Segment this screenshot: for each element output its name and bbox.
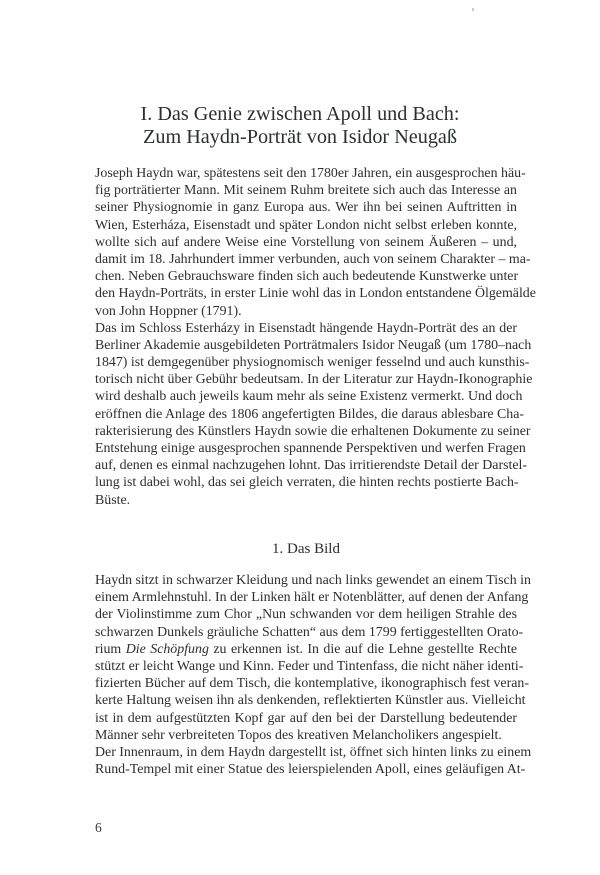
section-heading: 1. Das Bild: [272, 541, 340, 557]
scan-speck: [472, 8, 474, 11]
text-line: lung ist dabei wohl, das sei gleich verraten, die hinten rechts postierte Bach-: [95, 475, 519, 491]
text-line: von John Hoppner (1791).: [95, 303, 242, 319]
text-line: der Violinstimme zum Chor „Nun schwanden vor dem heiligen Strahle des: [95, 607, 517, 623]
text-line: fig porträtierter Mann. Mit seinem Ruhm breitete sich auch das Interesse an: [95, 183, 517, 199]
text-line: Haydn sitzt in schwarzer Kleidung und nach links gewendet an einem Tisch in: [95, 573, 531, 588]
work-title-italic: Die Schöpfung: [125, 641, 209, 657]
text-line: Berliner Akademie ausgebildeten Porträtmalers Isidor Neugaß (um 1780–nach: [95, 337, 532, 353]
text-line: Der Innenraum, in dem Haydn dargestellt ist, öffnet sich hinten links zu einem: [95, 744, 532, 760]
text-line: wollte sich auf andere Weise eine Vorstellung von seinem Äußeren – und,: [95, 234, 517, 250]
text-line: torisch nicht über Gebühr bedeutsam. In der Literatur zur Haydn-Ikonographie: [95, 372, 533, 388]
paragraph-4: [95, 744, 532, 778]
paragraph-2: [95, 320, 533, 509]
text-line: fizierten Bücher auf dem Tisch, die kontemplative, ikonographisch fest veran-: [95, 676, 529, 692]
text-line: auf, denen es einmal nachzugehen lohnt. Das irritierendste Detail der Darstel-: [95, 458, 527, 474]
text-line: damit im 18. Jahrhundert immer verbunden, auch von seinem Charakter – ma-: [95, 251, 531, 267]
text-line: wird deshalb auch jeweils kaum mehr als seine Existenz vermerkt. Und doch: [95, 389, 523, 405]
text-fragment: rium: [95, 641, 126, 657]
text-line: Büste.: [95, 492, 131, 508]
chapter-title: [80, 103, 520, 149]
text-line-with-title: [95, 641, 517, 658]
text-line: seiner Physiognomie in ganz Europa aus. Wer ihn bei seinen Auftritten in: [95, 200, 517, 216]
page-number: 6: [95, 820, 102, 835]
text-line: Männer sehr verbreiteten Topos des kreativen Melancholikers angespielt.: [95, 727, 502, 743]
body-text-intro: [95, 165, 536, 509]
paragraph-1: [95, 165, 536, 320]
text-line: schwarzen Dunkels gräuliche Schatten“ aus dem 1799 fertiggestellten Orato-: [95, 624, 524, 640]
text-line: Wien, Esterháza, Eisenstadt und später London nicht selbst erleben konnte,: [95, 217, 517, 233]
text-line: chen. Neben Gebrauchsware finden sich auch bedeutende Kunstwerke unter: [95, 269, 519, 285]
text-line: eröffnen die Anlage des 1806 angefertigten Bildes, die daraus ablesbare Cha-: [95, 406, 525, 422]
text-fragment: zu erkennen ist. In die auf die Lehne gestellte Rechte: [208, 641, 518, 657]
paragraph-3: [95, 572, 531, 744]
text-line: Entstehung einige ausgesprochen spannende Perspektiven und werfen Fragen: [95, 441, 526, 456]
body-text-section: [95, 572, 532, 778]
text-line: den Haydn-Porträts, in erster Linie wohl das in London entstandene Ölgemälde: [95, 286, 536, 302]
chapter-title-line-2: Zum Haydn-Porträt von Isidor Neugaß: [143, 126, 457, 148]
text-line: stützt er leicht Wange und Kinn. Feder und Tintenfass, die nicht näher identi-: [95, 658, 524, 674]
text-line: ist in dem aufgestützten Kopf gar auf den bei der Darstellung bedeutender: [95, 710, 517, 726]
text-line: Rund-Tempel mit einer Statue des leierspielenden Apoll, eines geläufigen At-: [95, 762, 526, 778]
text-line: einem Armlehnstuhl. In der Linken hält er Notenblätter, auf denen der Anfang: [95, 590, 529, 606]
text-line: rakterisierung des Künstlers Haydn sowie die erhaltenen Dokumente zu seiner: [95, 423, 531, 439]
chapter-title-line-1: I. Das Genie zwischen Apoll und Bach:: [140, 103, 460, 125]
text-line: kerte Haltung weisen ihn als denkenden, reflektierten Künstler aus. Vielleicht: [95, 693, 526, 709]
text-line: 1847) ist demgegenüber physiognomisch weniger fesselnd und auch kunsthis-: [95, 355, 530, 371]
text-line: Joseph Haydn war, spätestens seit den 1780er Jahren, ein ausgesprochen häu-: [95, 166, 526, 181]
text-line: Das im Schloss Esterházy in Eisenstadt hängende Haydn-Porträt des an der: [95, 320, 517, 336]
